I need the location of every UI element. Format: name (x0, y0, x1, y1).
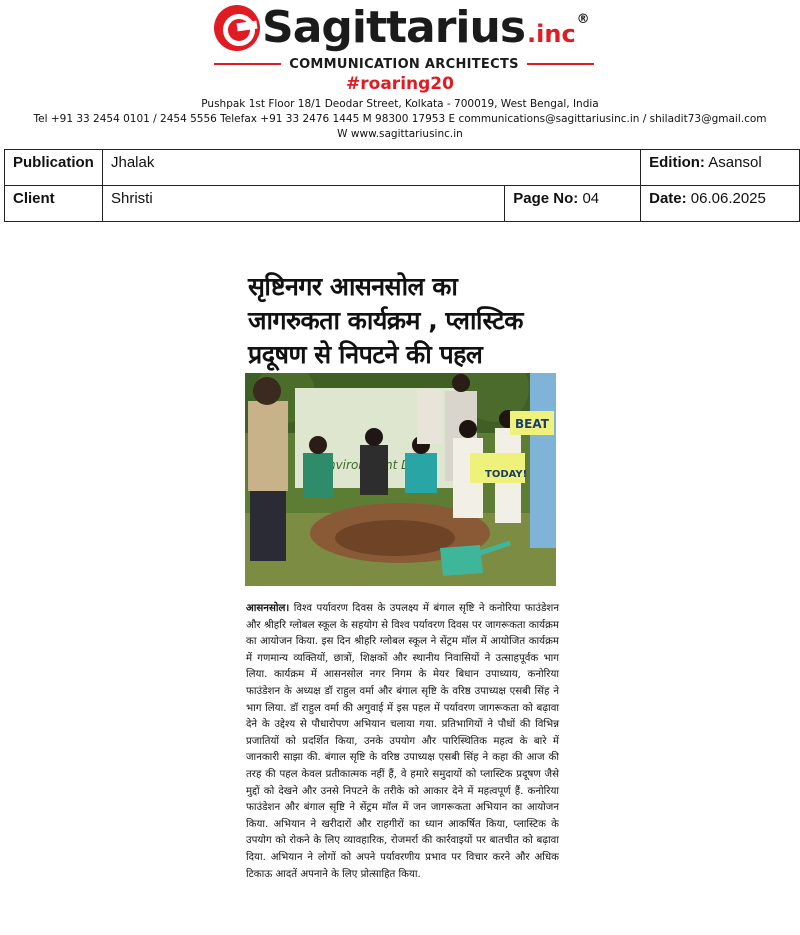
headline-line-3: प्रदूषण से निपटने की पहल (248, 340, 483, 369)
edition-value: Asansol (708, 154, 762, 171)
placard-text-1: BEAT (515, 417, 549, 431)
brand-logo-icon (214, 5, 260, 51)
article-body (246, 600, 559, 883)
banner-text: Environment (320, 458, 398, 472)
tagline-row (214, 54, 594, 74)
contact-line: Tel +91 33 2454 0101 / 2454 5556 Telefax +91 33 2476 1445 M 98300 17953 E communications@sagittariusinc.in / shiladit73@gmail.com (33, 113, 767, 125)
tagline-rule-left (214, 63, 281, 65)
client-value: Shristi (102, 186, 504, 222)
tree-planting-photo (245, 373, 556, 586)
edition-cell (641, 150, 800, 186)
registered-mark: ® (576, 11, 590, 27)
headline-line-2: जागरुकता कार्यक्रम , प्लास्टिक (248, 306, 523, 335)
clipping-meta-table (4, 149, 800, 222)
publication-label: Publication (5, 150, 103, 186)
meta-row-publication (5, 150, 800, 186)
placard-text-2: TODAY! (485, 469, 528, 480)
hashtag: #roaring20 (346, 74, 454, 94)
article-body-text: विश्व पर्यावरण दिवस के उपलक्ष्य में बंगाल सृष्टि ने कनोरिया फाउंडेशन और श्रीहरि ग्लोबल स्कूल के सहयोग से विश्व पर्यावरण दिवस पर जागरूकता कार्यक्रम का आयोजन किया. इस दिन श्रीहरि ग्लोबल स्कूल ने सेंट्रम मॉल में आयोजित कार्यक्रम में गणमान्य व्यक्तियों, छात्रों, शिक्षकों और स्थानीय निवासियों ने उत्साहपूर्वक भाग लिया. कार्यक्रम में आसनसोल नगर निगम के मेयर बिधान उपाध्याय, कनोरिया फाउंडेशन के अध्यक्ष डॉ राहुल वर्मा और बंगाल सृष्टि के वरिष्ठ उपाध्यक्ष एसबी सिंह ने भाग लिया. डॉ राहुल वर्मा की अगुवाई में इस पहल में पर्यावरण जागरूकता को बढ़ावा देने के उद्देश्य से पौधारोपण अभियान चलाया गया. प्रतिभागियों ने पौधों की विभिन्न प्रजातियों को प्रदर्शित किया, उनके उपयोग और पारिस्थितिक महत्व के बारे में जानकारी साझा की. बंगाल सृष्टि के वरिष्ठ उपाध्यक्ष एसबी सिंह ने कहा की आज की तरह की पहल केवल प्रतीकात्मक नहीं हैं, वे हमारे समुदायों को प्लास्टिक प्रदूषण जैसे मुद्दों को देखने और उनसे निपटने के तरीके को आकार देने में महत्वपूर्ण हैं. कनोरिया फाउंडेशन और बंगाल सृष्टि ने सेंट्रम मॉल में जन जागरूकता अभियान का आयोजन किया. अभियान ने खरीदारों और राहगीरों का ध्यान आकर्षित किया, प्लास्टिक के उपयोग को रोकने के लिए व्यावहारिक, रोजमर्रा की कार्रवाइयों पर बातचीत को बढ़ावा दिया. अभियान ने लोगों को अपने पर्यावरणीय प्रभाव पर विचार करने और अधिक टिकाऊ आदतें अपनाने के लिए प्रोत्साहित किया. (246, 603, 559, 880)
article-headline (248, 270, 568, 372)
date-value: 06.06.2025 (690, 190, 766, 207)
headline-line-1: सृष्टिनगर आसनसोल का (248, 272, 458, 301)
brand-name: Sagittarius (262, 2, 526, 53)
brand-suffix: .inc (527, 20, 576, 48)
address-line: Pushpak 1st Floor 18/1 Deodar Street, Kolkata - 700019, West Bengal, India (201, 98, 599, 110)
page-cell (505, 186, 641, 222)
website-line: W www.sagittariusinc.in (337, 128, 463, 140)
article-dateline: आसनसोल। (246, 602, 290, 614)
page-value: 04 (582, 190, 600, 207)
page-label: Page No: (513, 190, 579, 207)
meta-row-client (5, 186, 800, 222)
tagline-rule-right (527, 63, 594, 65)
article-photo (245, 373, 556, 586)
brand-logo (214, 4, 594, 52)
edition-label: Edition: (649, 154, 705, 171)
client-label: Client (5, 186, 103, 222)
publication-value: Jhalak (102, 150, 640, 186)
date-cell (641, 186, 800, 222)
tagline: COMMUNICATION ARCHITECTS (289, 56, 519, 72)
date-label: Date: (649, 190, 687, 207)
